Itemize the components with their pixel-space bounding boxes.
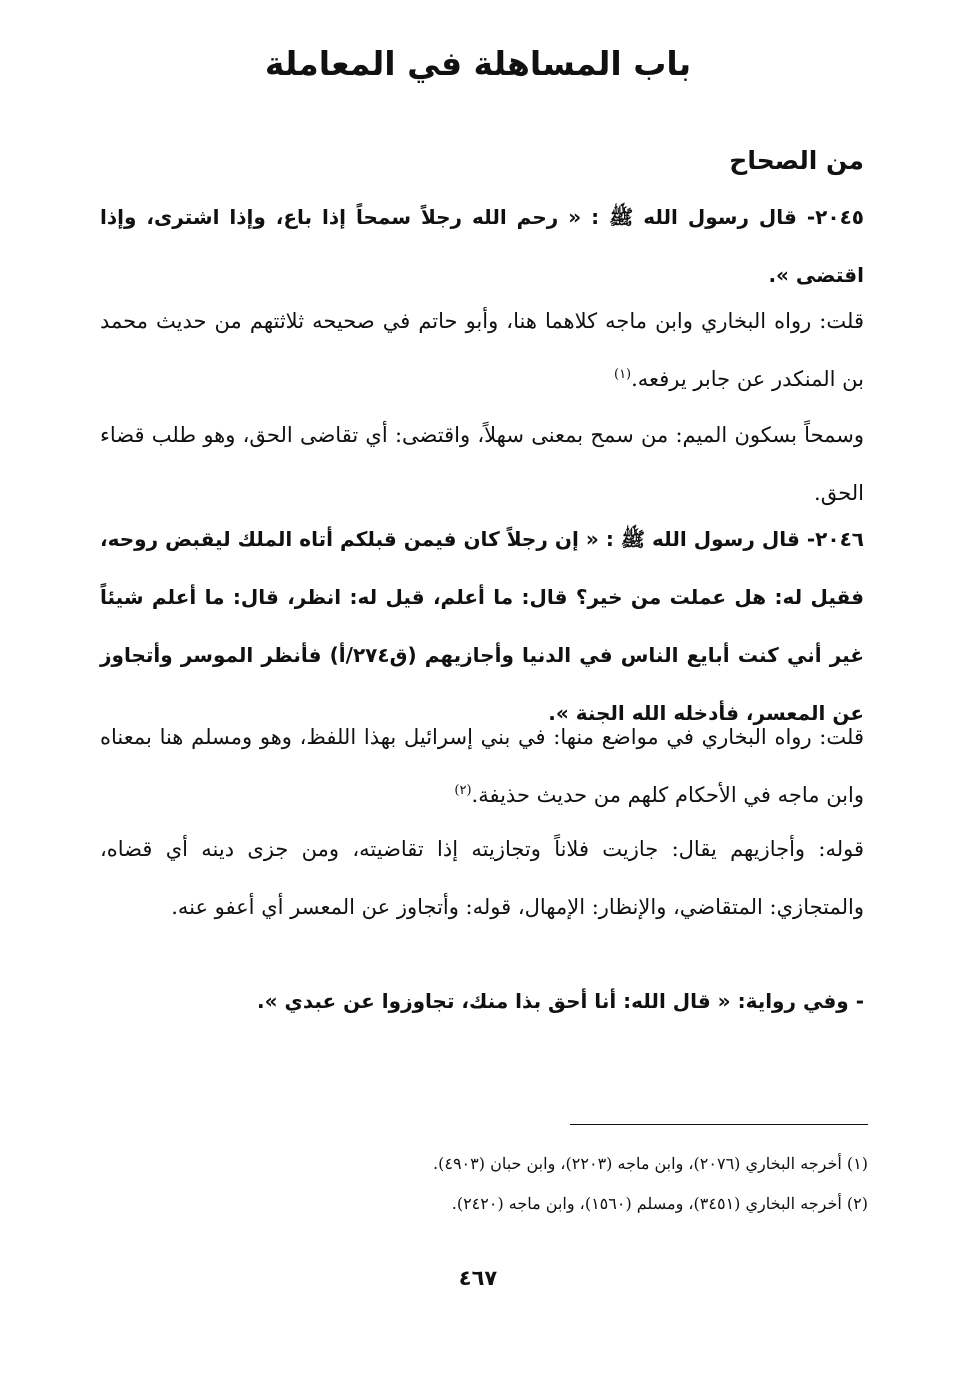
commentary-2045-source-text: قلت: رواه البخاري وابن ماجه كلاهما هنا، وأبو حاتم في صحيحه ثلاثتهم من حديث محمد بن المنكدر عن جابر يرفعه. (100, 309, 864, 391)
commentary-2045-gloss (100, 406, 864, 522)
commentary-2046-gloss (100, 820, 864, 936)
hadith-2045-text: ٢٠٤٥- قال رسول الله ﷺ : « رحم الله رجلاً سمحاً إذا باع، وإذا اشترى، وإذا اقتضى ». (100, 205, 864, 287)
hadith-2046-text: ٢٠٤٦- قال رسول الله ﷺ : « إن رجلاً كان فيمن قبلكم أتاه الملك ليقبض روحه، فقيل له: هل عملت من خير؟ قال: ما أعلم، قيل له: انظر، قال: ما أعلم شيئاً غير أني كنت أبايع الناس في الدنيا وأجازيهم (ق٢٧٤/أ) فأنظر الموسر وأتجاوز عن المعسر، فأدخله الله الجنة ». (100, 527, 864, 725)
commentary-2046-source-text: قلت: رواه البخاري في مواضع منها: في بني إسرائيل بهذا اللفظ، وهو ومسلم هنا بمعناه وابن ماجه في الأحكام كلهم من حديث حذيفة. (100, 725, 864, 807)
footnote-1: (١) أخرجه البخاري (٢٠٧٦)، وابن ماجه (٢٢٠٣)، وابن حبان (٤٩٠٣). (433, 1154, 868, 1173)
footnote-ref-1: (١) (613, 367, 632, 382)
commentary-2045-source (100, 292, 864, 408)
commentary-2046-source (100, 708, 864, 824)
commentary-2046-gloss-text: قوله: وأجازيهم يقال: جازيت فلاناً وتجازيته إذا تقاضيته، ومن جزى دينه أي قضاه، والمتجازي: المتقاضي، والإنظار: الإمهال، قوله: وأتجاوز عن المعسر أي أعفو عنه. (100, 837, 864, 919)
commentary-2045-gloss-text: وسمحاً بسكون الميم: من سمح بمعنى سهلاً، واقتضى: أي تقاضى الحق، وهو طلب قضاء الحق. (100, 423, 864, 505)
chapter-title: باب المساهلة في المعاملة (264, 44, 692, 83)
hadith-2046-variant (100, 972, 864, 1030)
hadith-2045 (100, 188, 864, 304)
section-heading: من الصحاح (729, 146, 864, 175)
footnote-ref-2: (٢) (454, 783, 472, 798)
page-number: ٤٦٧ (458, 1266, 498, 1290)
footnote-divider (570, 1124, 868, 1125)
hadith-2046-variant-text: - وفي رواية: « قال الله: أنا أحق بذا منك، تجاوزوا عن عبدي ». (257, 989, 864, 1013)
footnote-2: (٢) أخرجه البخاري (٣٤٥١)، ومسلم (١٥٦٠)، وابن ماجه (٢٤٢٠). (451, 1194, 868, 1213)
